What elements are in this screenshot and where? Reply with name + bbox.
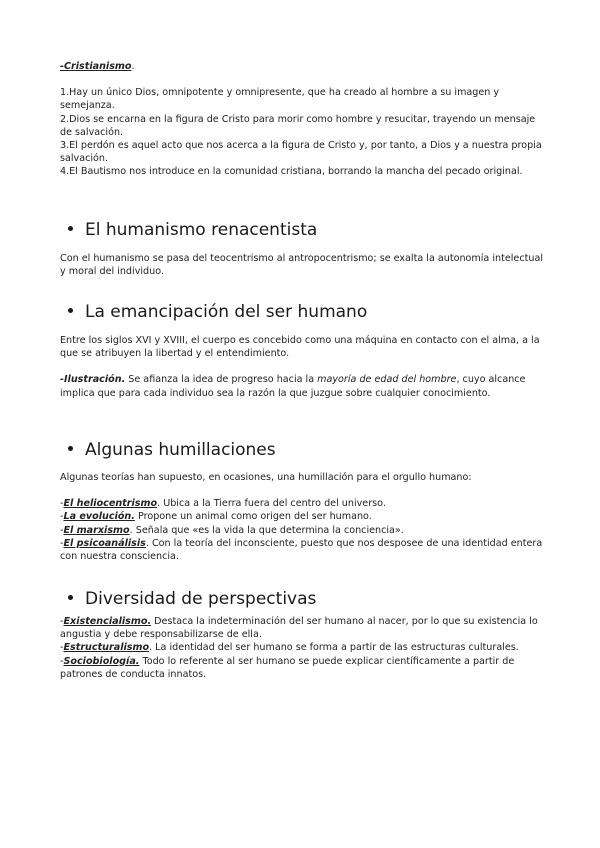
cristianismo-title: -Cristianismo. bbox=[60, 61, 135, 72]
cristianismo-item: 2.Dios se encarna en la figura de Cristo para morir como hombre y resucitar, trayendo un mensaje de salvación. bbox=[60, 113, 536, 138]
ilustracion-paragraph: -Ilustración. Se afianza la idea de progreso hacia la mayoría de edad del hombre, cuyo alcance implica que para cada individuo sea la razón la que juzgue sobre cualquier conocimiento. bbox=[60, 374, 526, 399]
cristianismo-item: 4.El Bautismo nos introduce en la comunidad cristiana, borrando la mancha del pecado original. bbox=[60, 166, 523, 178]
humillaciones-section bbox=[60, 471, 550, 563]
humillacion-item: -El heliocentrismo. Ubica a la Tierra fuera del centro del universo. bbox=[60, 498, 386, 510]
emancipacion-text: Entre los siglos XVI y XVIII, el cuerpo es concebido como una máquina en contacto con el alma, a la que se atribuyen la libertad y el entendimiento. bbox=[60, 335, 540, 360]
perspectiva-item: -Existencialismo. Destaca la indeterminación del ser humano al nacer, por lo que su existencia lo angustia y debe responsabilizarse de ella. bbox=[60, 616, 538, 641]
bullet-icon bbox=[68, 446, 73, 451]
perspectiva-item: -Sociobiología. Todo lo referente al ser humano se puede explicar científicamente a partir de patrones de conducta innatos. bbox=[60, 655, 515, 680]
perspectiva-item: -Estructuralismo. La identidad del ser humano se forma a partir de las estructuras culturales. bbox=[60, 642, 519, 654]
cristianismo-item: 1.Hay un único Dios, omnipotente y omnipresente, que ha creado al hombre a su imagen y semejanza. bbox=[60, 87, 500, 112]
heading-humillaciones: Algunas humillaciones bbox=[68, 440, 276, 460]
cristianismo-item: 3.El perdón es aquel acto que nos acerca a la figura de Cristo y, por tanto, a Dios y a nuestra propia salvación. bbox=[60, 140, 542, 165]
heading-emancipacion: La emancipación del ser humano bbox=[68, 302, 367, 322]
emancipacion-section bbox=[60, 334, 550, 400]
humillacion-item: -La evolución. Propone un animal como origen del ser humano. bbox=[60, 511, 372, 523]
humillacion-item: -El marxismo. Señala que «es la vida la que determina la conciencia». bbox=[60, 524, 404, 536]
bullet-icon bbox=[68, 226, 73, 231]
heading-perspectivas: Diversidad de perspectivas bbox=[68, 589, 316, 609]
humanismo-section bbox=[60, 252, 550, 278]
humillaciones-intro: Algunas teorías han supuesto, en ocasiones, una humillación para el orgullo humano: bbox=[60, 472, 472, 483]
humillacion-item: -El psicoanálisis. Con la teoría del inconsciente, puesto que nos desposee de una identidad entera con nuestra consciencia. bbox=[60, 537, 543, 563]
cristianismo-section bbox=[60, 60, 550, 179]
bullet-icon bbox=[68, 595, 73, 600]
bullet-icon bbox=[68, 308, 73, 313]
heading-humanismo: El humanismo renacentista bbox=[68, 220, 317, 240]
humanismo-text: Con el humanismo se pasa del teocentrismo al antropocentrismo; se exalta la autonomía intelectual y moral del individuo. bbox=[60, 253, 543, 278]
perspectivas-section bbox=[60, 615, 550, 681]
